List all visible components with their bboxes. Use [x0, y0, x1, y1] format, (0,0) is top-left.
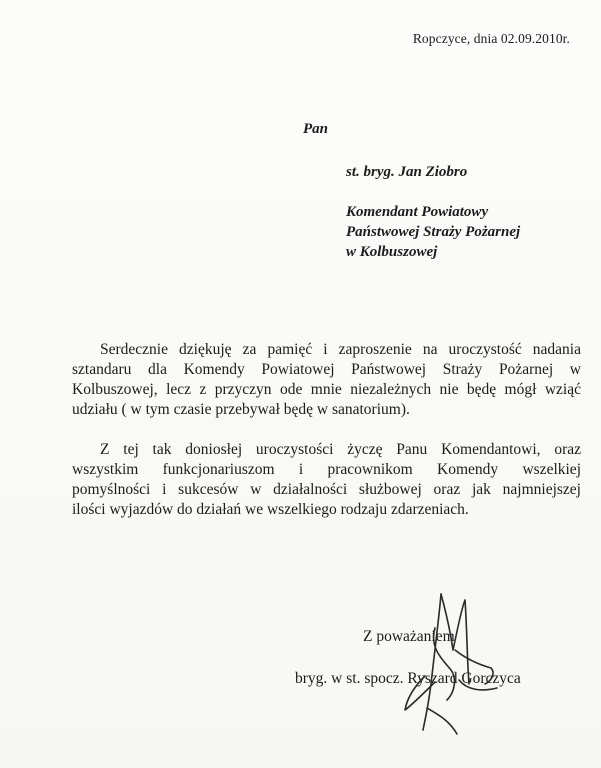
paragraph-line: Z tej tak doniosłej uroczystości życzę Panu Komendantowi, oraz	[100, 441, 581, 458]
body-paragraph-2	[72, 440, 581, 520]
closing-phrase: Z poważaniem	[363, 628, 455, 645]
paragraph-line: udziału ( w tym czasie przebywał będę w sanatorium).	[72, 401, 410, 418]
paragraph-line: Serdecznie dziękuję za pamięć i zaproszenie na uroczystość nadania	[100, 341, 581, 358]
salutation: Pan	[303, 121, 329, 137]
paragraph-line: sztandaru dla Komendy Powiatowej Państwowej Straży Pożarnej w	[72, 361, 581, 378]
recipient-title	[346, 202, 520, 262]
paragraph-line: ilości wyjazdów do działań we wszelkiego rodzaju zdarzeniach.	[72, 501, 469, 518]
paragraph-line: Kolbuszowej, lecz z przyczyn ode mnie niezależnych nie będę mógł wziąć	[72, 381, 581, 398]
handwritten-signature	[395, 588, 505, 738]
recipient-title-line: Państwowej Straży Pożarnej	[346, 224, 521, 240]
date-line: Ropczyce, dnia 02.09.2010r.	[412, 31, 570, 46]
paragraph-line: pomyślności i sukcesów w działalności służbowej oraz jak najmniejszej	[72, 481, 581, 498]
recipient-name: st. bryg. Jan Ziobro	[346, 164, 468, 180]
sender-name: bryg. w st. spocz. Ryszard Gorczyca	[295, 670, 521, 687]
paragraph-line: wszystkim funkcjonariuszom i pracownikom Komendy wszelkiej	[72, 461, 581, 478]
recipient-title-line: w Kolbuszowej	[346, 244, 438, 260]
recipient-title-line: Komendant Powiatowy	[346, 204, 489, 220]
body-paragraph-1	[72, 340, 581, 420]
